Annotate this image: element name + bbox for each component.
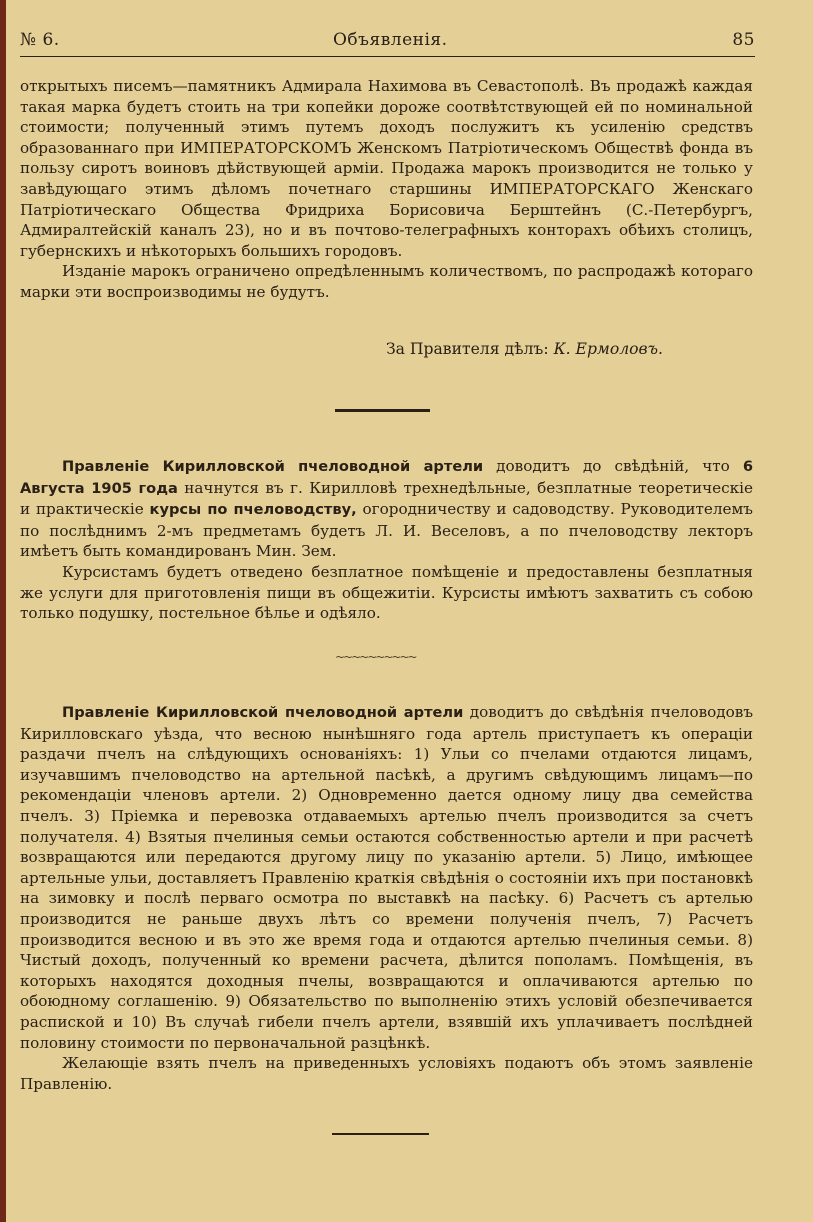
notice-stamps	[20, 76, 753, 303]
notice-courses-paragraph-1	[20, 456, 753, 562]
notice-courses-text-b: начнутся въ г. Кирилловѣ трехнедѣльные, безплатные теоретическіе и практическіе	[20, 478, 753, 519]
notice-courses	[20, 456, 753, 624]
section-divider	[335, 409, 430, 412]
issue-number: № 6.	[20, 30, 60, 50]
header-rule	[20, 56, 755, 57]
page-header	[20, 30, 755, 54]
page-number: 85	[732, 30, 755, 50]
page-edge-strip	[0, 0, 6, 1222]
notice-bees-lead: Правленіе Кирилловской пчеловодной артели	[62, 704, 464, 721]
notice-bees-paragraph-1	[20, 702, 753, 1053]
signature-prefix: За Правителя дѣлъ:	[385, 340, 549, 358]
notice-stamps-paragraph-1: открытыхъ писемъ—памятникъ Адмирала Нахимова въ Севастополѣ. Въ продажѣ каждая такая марка будетъ стоить на три копейки дороже соотвѣтствующей ей по номинальной стоимости; полученный этимъ путемъ доходъ послужитъ къ усиленію средствъ образованнаго при ИМПЕРАТОРСКОМЪ Женскомъ Патріотическомъ Обществѣ фонда въ пользу сиротъ воиновъ дѣйствующей арміи. Продажа марокъ производится не только у завѣдующаго этимъ дѣломъ почетнаго старшины ИМПЕРАТОРСКАГО Женскаго Патріотическаго Общества Фридриха Борисовича Берштейнъ (С.-Петербургъ, Адмиралтейскій каналъ 23), но и въ почтово-телеграфныхъ конторахъ обѣихъ столицъ, губернскихъ и нѣкоторыхъ большихъ городовъ.	[20, 77, 753, 260]
notice-stamps-paragraph-2: Изданіе марокъ ограничено опредѣленнымъ количествомъ, по распродажѣ котораго марки эти воспроизводимы не будутъ.	[20, 262, 753, 301]
notice-courses-lead: Правленіе Кирилловской пчеловодной артели	[62, 458, 484, 475]
signature-name: К. Ермоловъ.	[553, 340, 663, 358]
notice-courses-text-a: доводитъ до свѣдѣній, что	[483, 457, 743, 475]
notice-courses-paragraph-2: Курсистамъ будетъ отведено безплатное помѣщеніе и предоставлены безплатныя же услуги для приготовленія пищи въ общежитіи. Курсисты имѣютъ захватить съ собою только подушку, постельное бѣлье и одѣяло.	[20, 562, 753, 623]
notice-bees-text: доводитъ до свѣдѣнія пчеловодовъ Кирилловскаго уѣзда, что весною нынѣшняго года артель приступаетъ къ операціи раздачи пчелъ на слѣдующихъ основаніяхъ: 1) Ульи со пчелами отдаются лицамъ, изучавшимъ пчеловодство на артельной пасѣкѣ, а другимъ свѣдующимъ лицамъ—по рекомендаціи членовъ артели. 2) Одновременно дается одному лицу два семейства пчелъ. 3) Пріемка и перевозка отдаваемыхъ артелью пчелъ производится за счетъ получателя. 4) Взятыя пчелиныя семьи остаются собственностью артели и при расчетѣ возвращаются или передаются другому лицу по указанію артели. 5) Лицо, имѣющее артельные ульи, доставляетъ Правленію краткія свѣдѣнія о состояніи ихъ при постановкѣ на зимовку и послѣ перваго осмотра по выставкѣ на пасѣку. 6) Расчетъ съ артелью производится не раньше двухъ лѣтъ со времени полученія пчелъ, 7) Расчетъ производится весною и въ это же время года и отдаются артелью пчелиныя семьи. 8) Чистый доходъ, полученный ко времени расчета, дѣлится пополамъ. Помѣщенія, въ которыхъ находятся доходныя пчелы, возвращаются и оплачиваются артелью по обоюдному соглашенію. 9) Обязательство по выполненію этихъ условій обезпечивается распиской и 10) Въ случаѣ гибели пчелъ артели, взявшій ихъ уплачиваетъ послѣдней половину стоимости по первоначальной разцѣнкѣ.	[20, 703, 753, 1052]
signature	[20, 340, 663, 358]
course-date: 6 Августа 1905 года	[20, 458, 753, 497]
course-subject: курсы по пчеловодству,	[149, 501, 357, 519]
notice-bees	[20, 702, 753, 1094]
notice-bees-paragraph-2: Желающіе взять пчелъ на приведенныхъ условіяхъ подаютъ объ этомъ заявленіе Правленію.	[20, 1054, 753, 1093]
wavy-ornament: ~~~~~~~~~~	[335, 650, 416, 664]
notice-courses-text-c: огородничеству и садоводству. Руководителемъ по послѣднимъ 2-мъ предметамъ будетъ Л. И. Веселовъ, а по пчеловодству лекторъ имѣетъ быть командированъ Мин. Зем.	[20, 500, 753, 561]
section-title: Объявленія.	[333, 30, 448, 50]
end-divider	[332, 1133, 429, 1135]
